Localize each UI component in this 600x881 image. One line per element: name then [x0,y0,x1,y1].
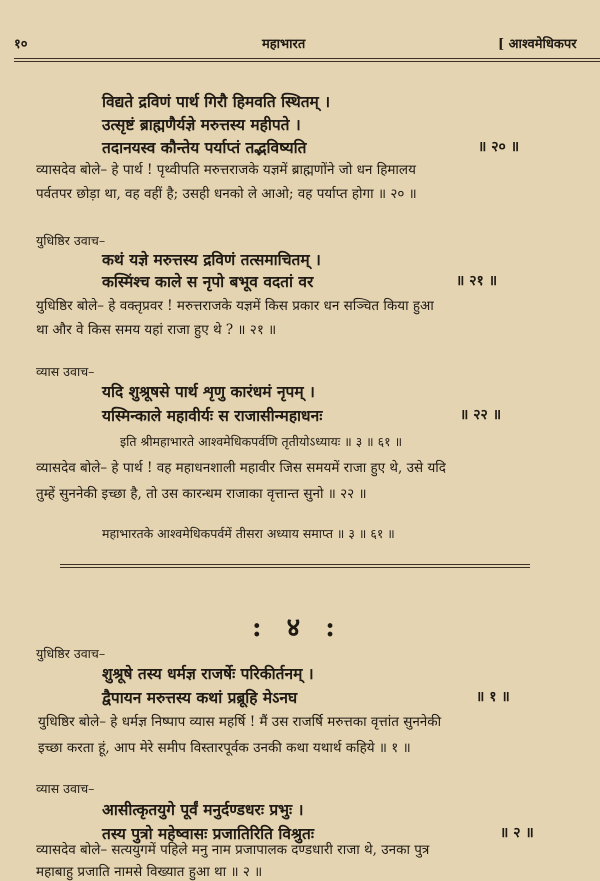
verse-line: शुश्रूषे तस्य धर्मज्ञ राजर्षेः परिकीर्तनम् । [102,664,314,683]
translation-line: इच्छा करता हूं, आप मेरे समीप विस्तारपूर्वक उनकी कथा यथार्थ कहिये ॥ १ ॥ [38,740,411,756]
translation-line: व्यासदेव बोले– हे पार्थ ! पृथ्वीपति मरुत्तराजके यज्ञमें ब्राह्मणोंने जो धन हिमालय [36,162,416,178]
header-rule-2 [14,61,600,62]
verse-line: उत्सृष्टं ब्राह्मणैर्यज्ञे मरुत्तस्य महीपते । [102,115,301,134]
verse-line: तदानयस्व कौन्तेय पर्याप्तं तद्भविष्यति [102,138,307,157]
translation-line: युधिष्ठिर बोले– हे धर्मज्ञ निष्पाप व्यास महर्षि ! मैं उस राजर्षि मरुत्तका वृत्तांत सुननेकी [38,714,442,730]
running-header [0,30,600,56]
verse-line: आसीत्कृतयुगे पूर्वं मनुर्दण्डधरः प्रभुः । [102,800,304,819]
translation-line: पर्वतपर छोड़ा था, वह वहीं है; उसही धनको ले आओ; वह पर्याप्त होगा ॥ २० ॥ [36,186,417,202]
speaker-label: युधिष्ठिर उवाच– [36,646,106,661]
verse-line: विद्यते द्रविणं पार्थ गिरौ हिमवति स्थितम् । [102,92,331,111]
translation-line: व्यासदेव बोले– हे पार्थ ! वह महाधनशाली महावीर जिस समयमें राजा हुए थे, उसे यदि [36,460,446,476]
translation-line: तुम्हें सुननेकी इच्छा है, तो उस कारन्धम राजाका वृत्तान्त सुनो ॥ २२ ॥ [36,486,367,502]
section-rule-2 [60,567,530,568]
chapter-end-note: महाभारतके आश्वमेधिकपर्वमें तीसरा अध्याय समाप्त ॥ ३ ॥ ६१ ॥ [102,526,395,541]
speaker-label: युधिष्ठिर उवाच– [36,233,106,248]
verse-number: ॥ २१ ॥ [456,273,498,289]
chapter-heading: : ४ : [252,613,343,643]
verse-line: तस्य पुत्रो महेष्वासः प्रजातिरिति विश्रुतः [102,824,314,843]
translation-line: व्यासदेव बोले– सत्ययुगमें पहिले मनु नाम प्रजापालक दण्डधारी राजा थे, उनका पुत्र [36,842,430,858]
header-section-title: [ आश्वमेधिकपर [498,37,577,52]
verse-number: ॥ २ ॥ [500,825,534,841]
verse-number: ॥ १ ॥ [476,689,510,705]
verse-line: द्वैपायन मरुत्तस्य कथां प्रब्रूहि मेऽनघ [102,688,298,707]
verse-line: यस्मिन्काले महावीर्यः स राजासीन्महाधनः [102,406,323,425]
verse-line: यदि शुश्रूषसे पार्थ शृणु कारंधमं नृपम् । [102,382,315,401]
speaker-label: व्यास उवाच– [36,364,95,379]
header-rule [14,58,600,59]
section-rule [60,564,530,565]
translation-line: महाबाहु प्रजाति नामसे विख्यात हुआ था ॥ २ ॥ [36,864,263,880]
header-title: महाभारत [262,37,306,52]
verse-number: ॥ २२ ॥ [460,407,502,423]
verse-line: कथं यज्ञे मरुत्तस्य द्रविणं तत्समाचितम् । [102,250,321,269]
speaker-label: व्यास उवाच– [36,781,95,796]
translation-line: था और वे किस समय यहां राजा हुए थे ? ॥ २१ ॥ [36,322,277,338]
translation-line: युधिष्ठिर बोले– हे वक्तृप्रवर ! मरुत्तराजके यज्ञमें किस प्रकार धन सञ्चित किया हुआ [36,298,434,314]
colophon-line: इति श्रीमहाभारते आश्वमेधिकपर्वणि तृतीयोऽध्यायः ॥ ३ ॥ ६१ ॥ [120,434,403,449]
page-number: १० [14,37,28,52]
verse-number: ॥ २० ॥ [478,139,520,155]
verse-line: कस्मिंश्च काले स नृपो बभूव वदतां वर [102,272,314,291]
